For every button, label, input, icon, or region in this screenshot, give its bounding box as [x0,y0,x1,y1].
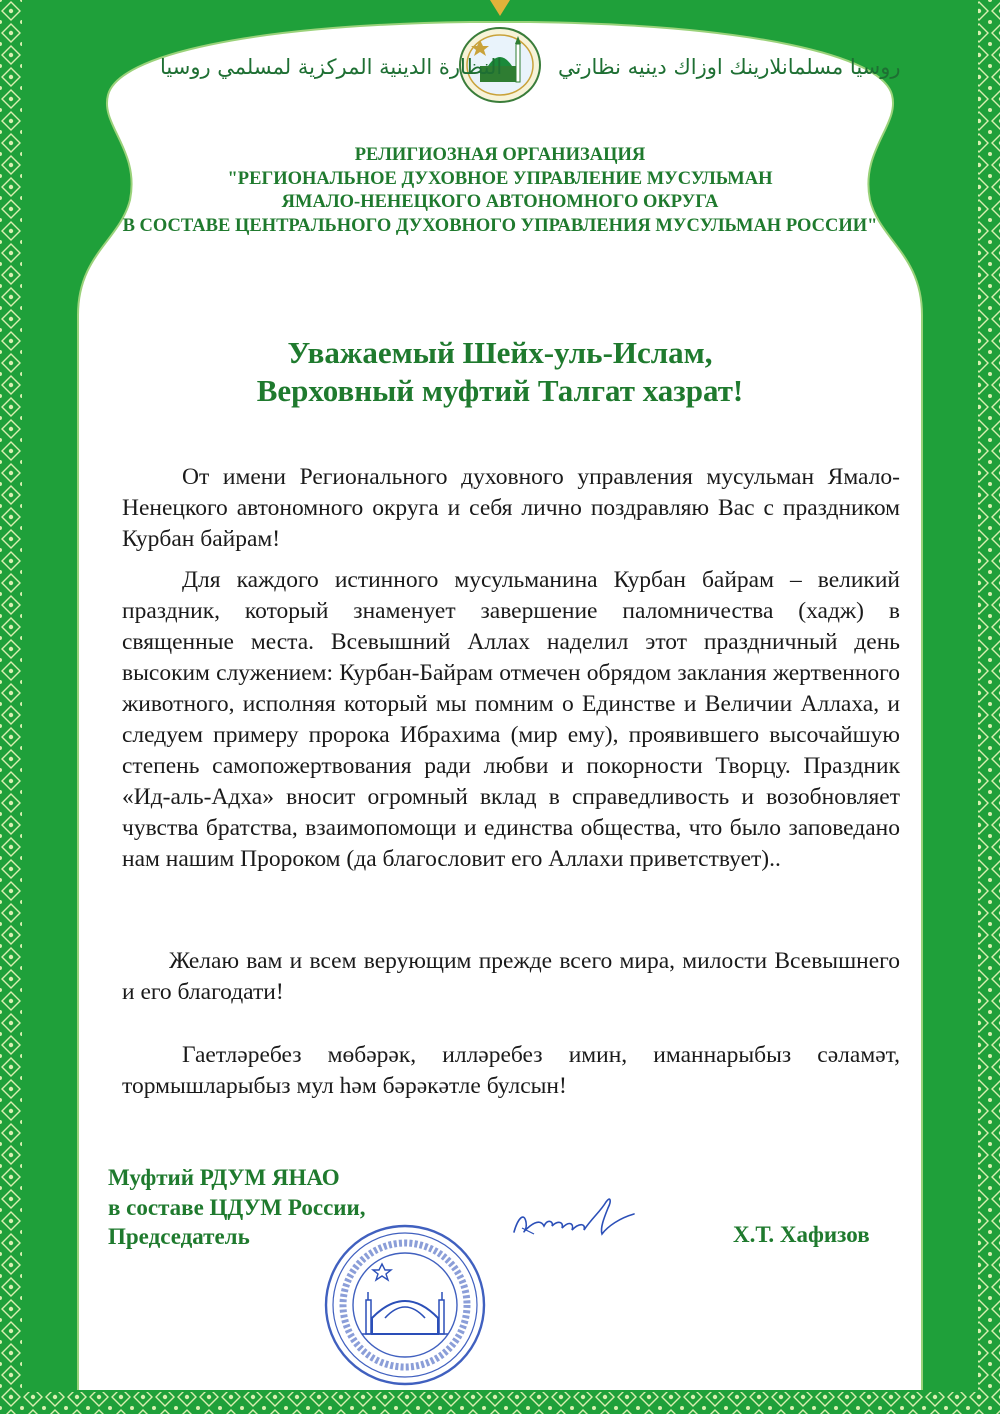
paragraph-text: От имени Регионального духовного управления мусульман Ямало-Ненецкого автономного округа и себя лично поздравляю Вас с праздником Курбан байрам! [122,464,900,552]
organization-header [40,144,960,238]
arabic-header-left: النظارة الدينية المركزية لمسلمي روسيا [160,55,503,79]
org-line-2: "РЕГИОНАЛЬНОЕ ДУХОВНОЕ УПРАВЛЕНИЕ МУСУЛЬМАН [227,168,773,189]
signatory-title-line-1: Муфтий РДУМ ЯНАО [108,1165,340,1190]
signatory-title-line-3: Председатель [108,1224,250,1249]
paragraph-text: Желаю вам и всем верующим прежде всего мира, милости Всевышнего и его благодати! [122,948,900,1005]
signatory-title-line-2: в составе ЦДУМ России, [108,1194,366,1220]
body-paragraph-2 [122,565,900,875]
body-paragraph-1 [122,462,900,555]
org-line-1: РЕЛИГИОЗНАЯ ОРГАНИЗАЦИЯ [354,145,646,165]
paragraph-text: Гаетләребез мөбәрәк, илләребез имин, иманнарыбыз сәламәт, тормышларыбыз мул һәм бәрәкәтле булсын! [122,1042,900,1099]
official-stamp [322,1222,488,1388]
handwritten-signature [508,1192,638,1248]
body-paragraph-3 [122,946,900,1008]
body-paragraph-4 [122,1040,900,1102]
org-line-3: ЯМАЛО-НЕНЕЦКОГО АВТОНОМНОГО ОКРУГА [281,192,719,212]
greeting-line-2: Верховный муфтий Талгат хазрат! [256,373,744,408]
org-line-4: В СОСТАВЕ ЦЕНТРАЛЬНОГО ДУХОВНОГО УПРАВЛЕНИЯ МУСУЛЬМАН РОССИИ" [122,215,878,236]
greeting-line-1: Уважаемый Шейх-уль-Ислам, [287,335,713,370]
arabic-header-right: روسيا مسلمانلارينك اوزاك دينيه نظارتي [558,55,901,79]
greeting-heading [100,334,900,410]
paragraph-text: Для каждого истинного мусульманина Курбан байрам – великий праздник, который знаменует завершение паломничества (хадж) в священные места. Всевышний Аллах наделил этот праздничный день высоким служением: Курбан-Байрам отмечен обрядом заклания жертвенного животного, исполняя который мы помним о Единстве и Величии Аллаха, и следуем примеру пророка Ибрахима (мир ему), проявившего высочайшую степень самопожертвования ради любви и покорности Творцу. Праздник «Ид-аль-Адха» вносит огромный вклад в справедливость и возобновляет чувства братства, взаимопомощи и единства общества, что было заповедано нам нашим Пророком (да благословит его Аллахи приветствует).. [122,567,900,872]
signatory-name: Х.Т. Хафизов [733,1222,870,1247]
